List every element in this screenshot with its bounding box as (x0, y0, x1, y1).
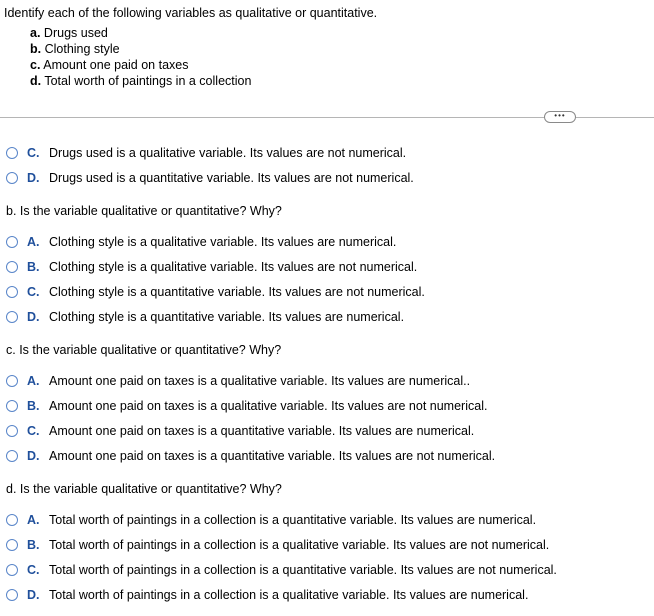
radio-button[interactable] (6, 261, 18, 273)
part-c-option-b[interactable]: B. Amount one paid on taxes is a qualitative variable. Its values are not numerical. (6, 398, 487, 414)
question-prompt: Identify each of the following variables as qualitative or quantitative. (4, 6, 378, 20)
radio-button[interactable] (6, 450, 18, 462)
radio-button[interactable] (6, 147, 18, 159)
part-d-option-c[interactable]: C. Total worth of paintings in a collection is a quantitative variable. Its values are not numerical. (6, 562, 557, 578)
expand-more-button[interactable]: ••• (544, 111, 576, 123)
section-divider (0, 111, 654, 125)
part-b-question: b. Is the variable qualitative or quantitative? Why? (6, 204, 282, 218)
part-d-option-b[interactable]: B. Total worth of paintings in a collection is a qualitative variable. Its values are not numerical. (6, 537, 549, 553)
radio-button[interactable] (6, 589, 18, 601)
radio-button[interactable] (6, 311, 18, 323)
variable-item-c: c. Amount one paid on taxes (30, 58, 189, 72)
part-b-option-a[interactable]: A. Clothing style is a qualitative variable. Its values are numerical. (6, 234, 396, 250)
part-a-option-c[interactable]: C. Drugs used is a qualitative variable. Its values are not numerical. (6, 145, 406, 161)
part-c-option-d[interactable]: D. Amount one paid on taxes is a quantitative variable. Its values are not numerical. (6, 448, 495, 464)
part-b-option-b[interactable]: B. Clothing style is a qualitative variable. Its values are not numerical. (6, 259, 417, 275)
part-d-question: d. Is the variable qualitative or quantitative? Why? (6, 482, 282, 496)
radio-button[interactable] (6, 514, 18, 526)
part-b-option-c[interactable]: C. Clothing style is a quantitative variable. Its values are not numerical. (6, 284, 425, 300)
radio-button[interactable] (6, 400, 18, 412)
radio-button[interactable] (6, 236, 18, 248)
variable-item-a: a. Drugs used (30, 26, 108, 40)
part-a-option-d[interactable]: D. Drugs used is a quantitative variable. Its values are not numerical. (6, 170, 414, 186)
part-d-option-a[interactable]: A. Total worth of paintings in a collection is a quantitative variable. Its values are numerical. (6, 512, 536, 528)
radio-button[interactable] (6, 539, 18, 551)
variable-item-d: d. Total worth of paintings in a collection (30, 74, 252, 88)
radio-button[interactable] (6, 564, 18, 576)
radio-button[interactable] (6, 425, 18, 437)
part-c-option-a[interactable]: A. Amount one paid on taxes is a qualitative variable. Its values are numerical.. (6, 373, 470, 389)
part-b-option-d[interactable]: D. Clothing style is a quantitative variable. Its values are numerical. (6, 309, 404, 325)
part-d-option-d[interactable]: D. Total worth of paintings in a collection is a qualitative variable. Its values are numerical. (6, 587, 528, 603)
radio-button[interactable] (6, 375, 18, 387)
part-c-question: c. Is the variable qualitative or quantitative? Why? (6, 343, 282, 357)
radio-button[interactable] (6, 172, 18, 184)
part-c-option-c[interactable]: C. Amount one paid on taxes is a quantitative variable. Its values are numerical. (6, 423, 474, 439)
radio-button[interactable] (6, 286, 18, 298)
variable-item-b: b. Clothing style (30, 42, 120, 56)
